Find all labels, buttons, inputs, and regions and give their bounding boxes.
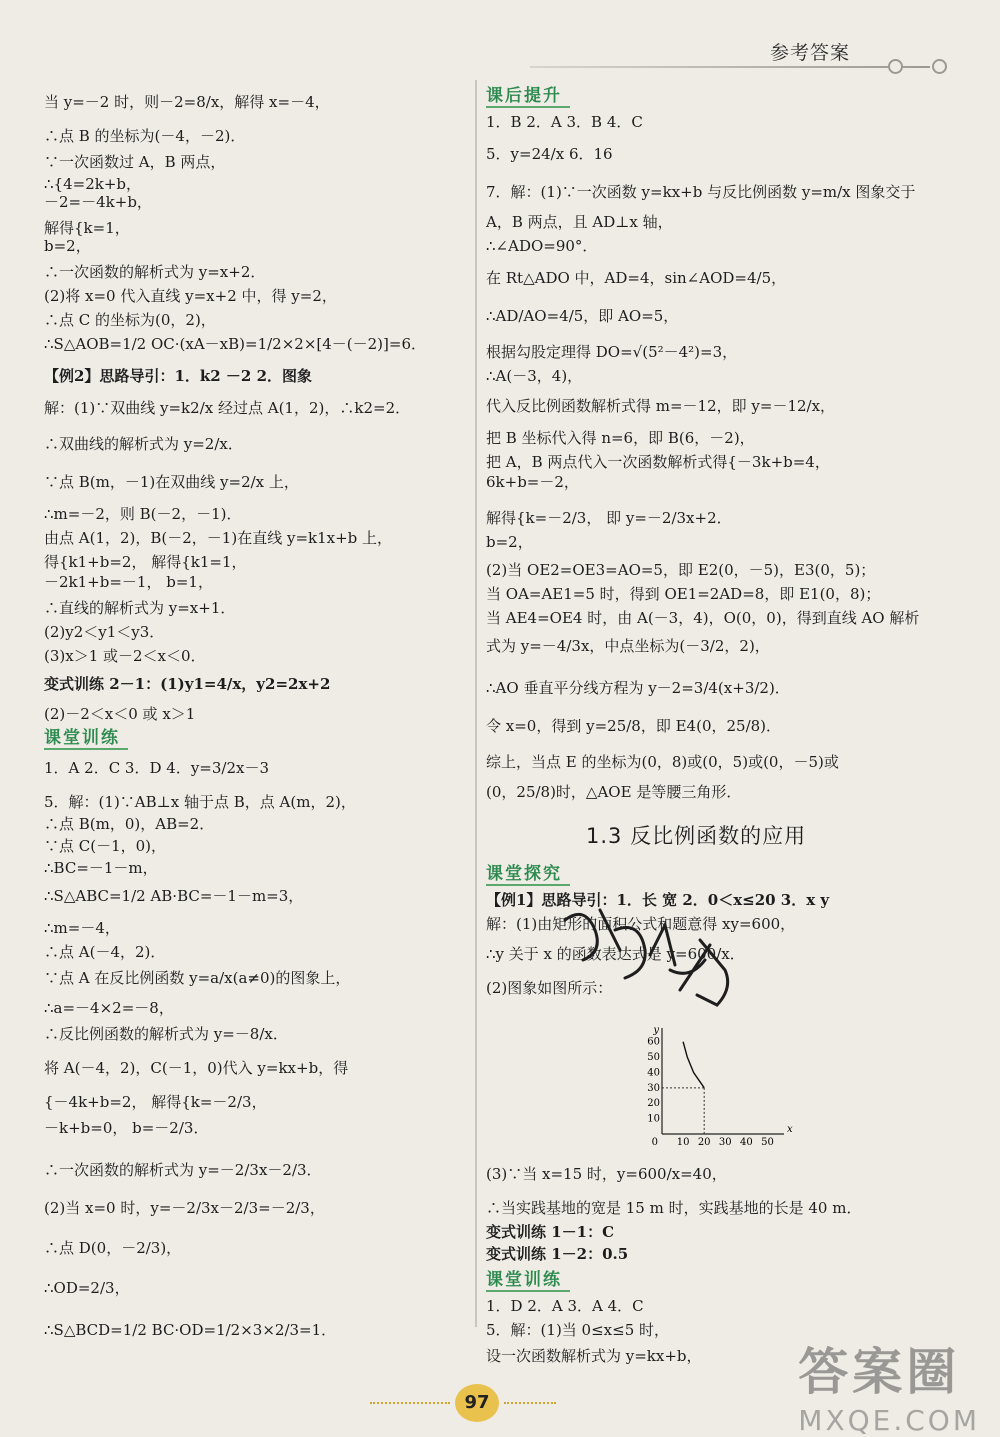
text-line: ∴点 B 的坐标为(－4，－2)． — [44, 127, 246, 145]
text-line: (2)y2＜y1＜y3． — [44, 623, 165, 641]
function-curve — [683, 1042, 704, 1088]
text-line: (3)∵当 x=15 时，y=600/x=40， — [486, 1165, 727, 1183]
text-line: 5．解：(1)当 0≤x≤5 时， — [486, 1321, 670, 1339]
watermark-url: MXQE.COM — [798, 1404, 980, 1437]
text-line: ∴S△BCD=1/2 BC·OD=1/2×3×2/3=1． — [44, 1321, 337, 1339]
text-line: ∵点 A 在反比例函数 y=a/x(a≠0)的图象上， — [44, 969, 351, 987]
text-line: 由点 A(1，2)，B(－2，－1)在直线 y=k1x+b 上， — [44, 529, 393, 547]
x-tick-label: 10 — [676, 1137, 690, 1148]
text-line: 得{k1+b=2， 解得{k1=1， — [44, 553, 247, 571]
example-heading: 【例2】思路导引：1．k2 －2 2．图象 — [44, 367, 313, 385]
y-tick-label: 60 — [647, 1036, 660, 1048]
text-line: 5．y=24/x 6．16 — [486, 145, 613, 163]
section-heading-after-class: 课后提升 — [486, 86, 570, 108]
text-line: ∴{4=2k+b， — [44, 175, 142, 193]
page-number-dots — [370, 1402, 450, 1406]
watermark — [798, 1332, 980, 1437]
text-line: ∴m=－2，则 B(－2，－1)． — [44, 505, 242, 523]
text-line: ∴S△ABC=1/2 AB·BC=－1－m=3， — [44, 887, 304, 905]
text-line: 1．B 2．A 3．B 4．C — [486, 113, 643, 131]
text-line: ∴A(－3，4)， — [486, 367, 583, 385]
text-line: －2k1+b=－1， b=1， — [44, 573, 213, 591]
x-tick-label: 30 — [718, 1137, 732, 1148]
handwritten-scribble — [560, 900, 750, 1030]
text-line: 当 OA=AE1=5 时，得到 OE1=2AD=8，即 E1(0，8)； — [486, 585, 881, 603]
text-line: (2)－2＜x＜0 或 x＞1 — [44, 705, 196, 723]
text-line: (2)当 x=0 时，y=－2/3x－2/3=－2/3， — [44, 1199, 325, 1217]
text-line: 把 B 坐标代入得 n=6，即 B(6，－2)， — [486, 429, 755, 447]
y-tick-label: 10 — [647, 1113, 660, 1125]
x-tick-label: 50 — [761, 1137, 774, 1148]
header-dot — [888, 59, 903, 74]
text-line: ∴∠ADO=90°． — [486, 237, 598, 255]
text-line: 当 y=－2 时，则－2=8/x，解得 x=－4， — [44, 93, 330, 111]
x-axis-label: x — [787, 1124, 793, 1135]
section-heading-classroom-training: 课堂训练 — [44, 728, 128, 750]
text-line: ∴OD=2/3， — [44, 1279, 130, 1297]
text-line: {－4k+b=2， 解得{k=－2/3， — [44, 1093, 267, 1111]
x-tick-label: 40 — [739, 1137, 753, 1148]
text-line: 根据勾股定理得 DO=√(5²－4²)=3， — [486, 343, 738, 361]
page-number-dots — [504, 1402, 556, 1406]
variant-heading: 变式训练 2－1：(1)y1=4/x，y2=2x+2 — [44, 675, 331, 693]
text-line: 式为 y=－4/3x，中点坐标为(－3/2，2)， — [486, 637, 770, 655]
text-line: ∴点 B(m，0)，AB=2． — [44, 815, 215, 833]
watermark-logo-text: 答案圈 — [798, 1343, 961, 1401]
text-line: A，B 两点，且 AD⊥x 轴， — [486, 213, 673, 231]
text-line: 1．A 2．C 3．D 4．y=3/2x－3 — [44, 759, 270, 777]
section-title: 1.3 反比例函数的应用 — [586, 824, 807, 848]
text-line: ∴反比例函数的解析式为 y=－8/x． — [44, 1025, 288, 1043]
text-line: 1．D 2．A 3．A 4．C — [486, 1297, 644, 1315]
text-line: ∴y 关于 x 的函数表达式是 y=600/x． — [486, 945, 745, 963]
x-tick-label: 20 — [697, 1137, 711, 1148]
text-line: ∵点 B(m，－1)在双曲线 y=2/x 上， — [44, 473, 299, 491]
y-tick-label: 30 — [647, 1082, 660, 1094]
text-line: ∴a=－4×2=－8， — [44, 999, 174, 1017]
y-tick-label: 20 — [647, 1098, 660, 1110]
text-line: ∴AO 垂直平分线方程为 y－2=3/4(x+3/2)． — [486, 679, 790, 697]
text-line: ∴BC=－1－m， — [44, 859, 158, 877]
text-line: (2)图象如图所示： — [486, 979, 613, 997]
y-tick-label: 40 — [647, 1067, 660, 1079]
text-line: ∴点 C 的坐标为(0，2)， — [44, 311, 216, 329]
text-line: b=2， — [44, 237, 91, 255]
text-line: ∴一次函数的解析式为 y=x+2． — [44, 263, 266, 281]
text-line: ∴双曲线的解析式为 y=2/x． — [44, 435, 243, 453]
text-line: 把 A，B 两点代入一次函数解析式得{－3k+b=4， — [486, 453, 830, 471]
text-line: 代入反比例函数解析式得 m=－12，即 y=－12/x， — [486, 397, 836, 415]
text-line: ∵点 C(－1，0)， — [44, 837, 167, 855]
page-header-title: 参考答案 — [769, 42, 850, 64]
text-line: ∴当实践基地的宽是 15 m 时，实践基地的长是 40 m． — [486, 1199, 862, 1217]
section-heading-exploration: 课堂探究 — [486, 864, 570, 886]
text-line: ∴m=－4， — [44, 919, 120, 937]
text-line: ∵一次函数过 A，B 两点， — [44, 153, 226, 171]
text-line: 7．解：(1)∵一次函数 y=kx+b 与反比例函数 y=m/x 图象交于 — [486, 183, 916, 201]
header-rule — [530, 66, 930, 68]
origin-label: 0 — [651, 1137, 658, 1148]
text-line: 综上，当点 E 的坐标为(0，8)或(0，5)或(0，－5)或 — [486, 753, 839, 771]
section-heading-classroom-training: 课堂训练 — [486, 1270, 570, 1292]
text-line: 在 Rt△ADO 中，AD=4，sin∠AOD=4/5， — [486, 269, 787, 287]
text-line: 解得{k=－2/3， 即 y=－2/3x+2． — [486, 509, 732, 527]
text-line: 令 x=0，得到 y=25/8，即 E4(0，25/8)． — [486, 717, 782, 735]
text-line: ∴AD/AO=4/5，即 AO=5， — [486, 307, 679, 325]
text-line: 解：(1)∵双曲线 y=k2/x 经过点 A(1，2)，∴k2=2． — [44, 399, 411, 417]
text-line: 6k+b=－2， — [486, 473, 579, 491]
page-number: 97 — [455, 1384, 499, 1422]
text-line: ∴一次函数的解析式为 y=－2/3x－2/3． — [44, 1161, 322, 1179]
text-line: 解得{k=1， — [44, 219, 130, 237]
text-line: 设一次函数解析式为 y=kx+b， — [486, 1347, 702, 1365]
variant-heading: 变式训练 1－2：0.5 — [486, 1245, 629, 1263]
text-line: －k+b=0， b=－2/3． — [44, 1119, 209, 1137]
text-line: ∴点 D(0，－2/3)， — [44, 1239, 182, 1257]
variant-heading: 变式训练 1－1：C — [486, 1223, 615, 1241]
y-axis-label: y — [653, 1025, 659, 1036]
text-line: ∴直线的解析式为 y=x+1． — [44, 599, 236, 617]
text-line: 当 AE4=OE4 时，由 A(－3，4)，O(0，0)，得到直线 AO 解析 — [486, 609, 920, 627]
text-line: ∴S△AOB=1/2 OC·(xA－xB)=1/2×2×[4－(－2)]=6． — [44, 335, 427, 353]
text-line: －2=－4k+b， — [44, 193, 152, 211]
example-heading: 【例1】思路导引：1．长 宽 2．0＜x≤20 3．x y — [486, 891, 830, 909]
text-line: 5．解：(1)∵AB⊥x 轴于点 B，点 A(m，2)， — [44, 793, 356, 811]
text-line: (2)当 OE2=OE3=AO=5，即 E2(0，－5)，E3(0，5)； — [486, 561, 876, 579]
text-line: (2)将 x=0 代入直线 y=x+2 中，得 y=2， — [44, 287, 337, 305]
column-divider — [475, 80, 477, 1327]
text-line: b=2， — [486, 533, 533, 551]
text-line: (0，25/8)时，△AOE 是等腰三角形． — [486, 783, 742, 801]
y-tick-label: 50 — [647, 1052, 660, 1064]
text-line: ∴点 A(－4，2)． — [44, 943, 166, 961]
text-line: 解：(1)由矩形的面积公式和题意得 xy=600， — [486, 915, 796, 933]
header-dot — [932, 59, 947, 74]
text-line: (3)x＞1 或－2＜x＜0． — [44, 647, 206, 665]
function-graph — [644, 1024, 793, 1149]
text-line: 将 A(－4，2)，C(－1，0)代入 y=kx+b，得 — [44, 1059, 349, 1077]
